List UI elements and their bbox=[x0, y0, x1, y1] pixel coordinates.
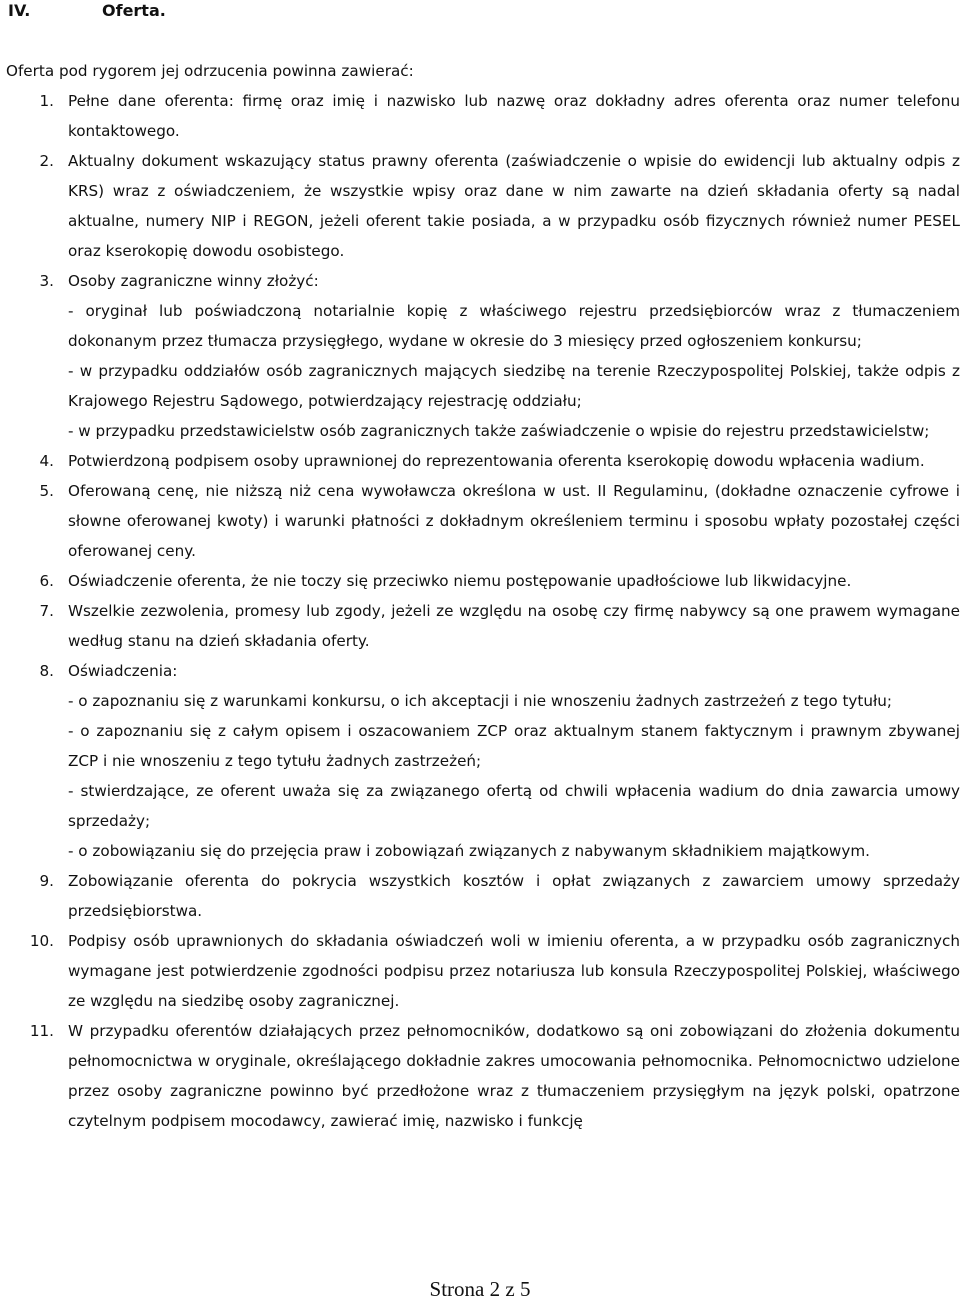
list-item bbox=[0, 596, 960, 656]
intro-text: Oferta pod rygorem jej odrzucenia powinna zawierać: bbox=[6, 62, 414, 80]
list-item-text: Aktualny dokument wskazujący status prawny oferenta (zaświadczenie o wpisie do ewidencji lub aktualny odpis z KRS) wraz z oświadczeniem, że wszystkie wpisy oraz dane w nim zawarte na dzień składania oferty są nadal aktualne, numery NIP i REGON, jeżeli oferent takie posiada, a w przypadku osób fizycznych również numer PESEL oraz kserokopię dowodu osobistego. bbox=[68, 152, 960, 260]
list-item-number: 3. bbox=[39, 272, 54, 290]
list-item-number: 7. bbox=[39, 602, 54, 620]
list-item bbox=[0, 86, 960, 146]
list-item bbox=[0, 446, 960, 476]
list-subitem: - o zobowiązaniu się do przejęcia praw i zobowiązań związanych z nabywanym składnikiem majątkowym. bbox=[68, 842, 870, 860]
list-subitem: - o zapoznaniu się z całym opisem i oszacowaniem ZCP oraz aktualnym stanem faktycznym i prawnym zbywanej ZCP i nie wnoszeniu z tego tytułu żadnych zastrzeżeń; bbox=[68, 722, 960, 770]
list-item-number: 2. bbox=[39, 152, 54, 170]
list-item-text: Oferowaną cenę, nie niższą niż cena wywoławcza określona w ust. II Regulaminu, (dokładne oznaczenie cyfrowe i słowne oferowanej kwoty) i warunki płatności z dokładnym określeniem terminu i sposobu wpłaty pozostałej części oferowanej ceny. bbox=[68, 482, 960, 560]
list-item-text: Zobowiązanie oferenta do pokrycia wszystkich kosztów i opłat związanych z zawarciem umowy sprzedaży przedsiębiorstwa. bbox=[68, 872, 960, 920]
list-item bbox=[0, 476, 960, 566]
list-item-number: 1. bbox=[39, 92, 54, 110]
list-item-text: Osoby zagraniczne winny złożyć: bbox=[68, 272, 319, 290]
list-subitem: - oryginał lub poświadczoną notarialnie kopię z właściwego rejestru przedsiębiorców wraz z tłumaczeniem dokonanym przez tłumacza przysięgłego, wydane w okresie do 3 miesięcy przed ogłoszeniem konkursu; bbox=[68, 302, 960, 350]
list-subitem: - stwierdzające, ze oferent uważa się za związanego ofertą od chwili wpłacenia wadium do dnia zawarcia umowy sprzedaży; bbox=[68, 782, 960, 830]
section-title: Oferta. bbox=[102, 1, 166, 20]
list-item-number: 8. bbox=[39, 662, 54, 680]
list-item-number: 11. bbox=[29, 1022, 54, 1040]
list-subitem: - w przypadku oddziałów osób zagranicznych mających siedzibę na terenie Rzeczypospolitej Polskiej, także odpis z Krajowego Rejestru Sądowego, potwierdzający rejestrację oddziału; bbox=[68, 362, 960, 410]
page-number: Strona 2 z 5 bbox=[429, 1277, 531, 1301]
list-item-text: Potwierdzoną podpisem osoby uprawnionej do reprezentowania oferenta kserokopię dowodu wpłacenia wadium. bbox=[68, 452, 925, 470]
list-subitem: - o zapoznaniu się z warunkami konkursu, o ich akceptacji i nie wnoszeniu żadnych zastrzeżeń z tego tytułu; bbox=[68, 692, 893, 710]
list-item-text: Oświadczenie oferenta, że nie toczy się przeciwko niemu postępowanie upadłościowe lub likwidacyjne. bbox=[68, 572, 852, 590]
list-item-number: 9. bbox=[39, 872, 54, 890]
list-item-text: Oświadczenia: bbox=[68, 662, 178, 680]
list-subitem: - w przypadku przedstawicielstw osób zagranicznych także zaświadczenie o wpisie do rejestru przedstawicielstw; bbox=[68, 422, 930, 440]
list-item bbox=[0, 266, 960, 446]
list-item-text: Pełne dane oferenta: firmę oraz imię i nazwisko lub nazwę oraz dokładny adres oferenta oraz numer telefonu kontaktowego. bbox=[68, 92, 960, 140]
list-item-number: 10. bbox=[29, 932, 54, 950]
list-item-number: 4. bbox=[39, 452, 54, 470]
list-item-number: 5. bbox=[39, 482, 54, 500]
list-item-text: Wszelkie zezwolenia, promesy lub zgody, jeżeli ze względu na osobę czy firmę nabywcy są one prawem wymagane według stanu na dzień składania oferty. bbox=[68, 602, 960, 650]
list-item bbox=[0, 656, 960, 866]
list-item-number: 6. bbox=[39, 572, 54, 590]
list-item bbox=[0, 1016, 960, 1136]
list-item bbox=[0, 926, 960, 1016]
list-item-text: W przypadku oferentów działających przez pełnomocników, dodatkowo są oni zobowiązani do złożenia dokumentu pełnomocnictwa w oryginale, określającego dokładnie zakres umocowania pełnomocnika. Pełnomocnictwo udzielone przez osoby zagraniczne powinno być przedłożone wraz z tłumaczeniem przysięgłym na język polski, opatrzone czytelnym podpisem mocodawcy, zawierać imię, nazwisko i funkcję bbox=[68, 1022, 960, 1130]
list-item-text: Podpisy osób uprawnionych do składania oświadczeń woli w imieniu oferenta, a w przypadku osób zagranicznych wymagane jest potwierdzenie zgodności podpisu przez notariusza lub konsula Rzeczypospolitej Polskiej, właściwego ze względu na siedzibę osoby zagranicznej. bbox=[68, 932, 960, 1010]
section-number: IV. bbox=[8, 1, 31, 20]
list-item bbox=[0, 866, 960, 926]
section-heading bbox=[8, 0, 166, 22]
requirements-list bbox=[0, 86, 960, 1136]
list-item bbox=[0, 146, 960, 266]
list-item bbox=[0, 566, 960, 596]
